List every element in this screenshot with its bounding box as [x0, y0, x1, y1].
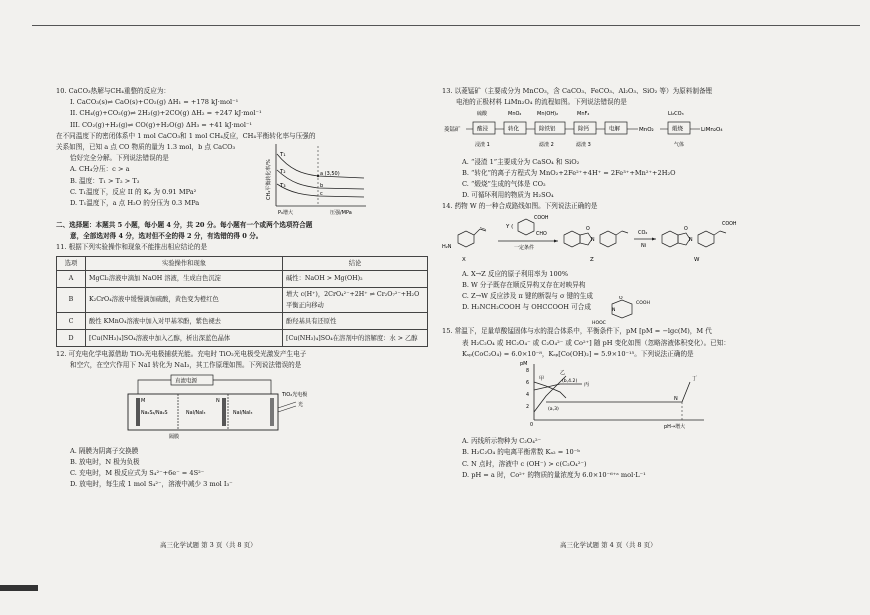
- q13-stem-2: 电池的正极材料 LiMn₂O₄ 的流程如图。下列说法错误的是: [456, 98, 627, 107]
- q15-option-a: A. 丙线所示物种为 C₂O₄²⁻: [462, 437, 542, 446]
- q11-row-conclusion: 碱性：NaOH > Mg(OH)₂: [283, 270, 428, 287]
- q15-label-jia: 甲: [539, 376, 545, 383]
- q10-text-1: 在不同温度下的密闭体系中 1 mol CaCO₃和 1 mol CH₄反应，CH₄平衡转化率与压强的: [56, 131, 316, 140]
- q14-option-a: A. X→Z 反应的原子利用率为 100%: [462, 269, 569, 278]
- q15-label-ding: 丁: [692, 376, 698, 383]
- flow-reagent-label: 硫酸: [477, 111, 488, 118]
- flow-start-label: 菱锰矿: [444, 127, 461, 134]
- q11-row-operation: K₂CrO₄溶液中缓慢滴加硫酸，黄色变为橙红色: [86, 287, 283, 312]
- q14-co2: CO₂: [638, 229, 648, 236]
- q11-row-operation: MgCl₂溶液中滴加 NaOH 溶液，生成白色沉淀: [86, 270, 283, 287]
- q10-point-a-label: a (3,50): [320, 171, 340, 178]
- q10-option-c: C. T₁温度下，反应 II 的 Kₚ 为 0.91 MPa²: [70, 187, 197, 196]
- q10-point-a: [317, 175, 319, 177]
- q15-stem-3: Kₛₚ(CoC₂O₄) = 6.0×10⁻⁸，Kₛₚ[Co(OH)₂] = 5.9×10⁻¹⁵。下列说法正确的是: [462, 349, 694, 358]
- q15-tick: 2: [526, 405, 530, 411]
- flow-step-label: 电解: [609, 126, 621, 133]
- q15-option-d: D. pH = a 时，Co²⁺ 的物质的量浓度为 6.0×10⁻⁶⁺ᵃ mol·L⁻¹: [462, 470, 646, 479]
- flow-waste-label: 气体: [674, 142, 685, 149]
- q14-d-oxygen: O: [619, 296, 623, 302]
- q15-point-b: (b,4.2): [562, 379, 578, 385]
- q15-x-label: pH→增大: [664, 424, 686, 431]
- q10-label-t2: T₂: [280, 169, 286, 176]
- q11-row-conclusion: 增大 c(H⁺)，2CrO₄²⁻+2H⁺ ⇌ Cr₂O₇²⁻+H₂O 平衡正向移动: [283, 287, 428, 312]
- q15-tick: 8: [526, 369, 530, 375]
- q14-y-cho: CHO: [536, 231, 547, 237]
- table-row: [57, 330, 428, 347]
- q15-curve-bing: [534, 384, 582, 390]
- flow-mid-label: MnO₂: [639, 127, 654, 134]
- q10-text-2: 关系如图，已知 a 点 CO 物质的量为 1.3 mol，b 点 CaCO₃: [56, 143, 236, 152]
- flow-reagent-label: Mn(OH)₂: [537, 111, 559, 118]
- q14-d-hooc: HOOC: [592, 321, 606, 327]
- q12-tio2-electrode: [270, 398, 274, 426]
- q14-condition: 一定条件: [514, 244, 535, 251]
- flow-step-label: 转化: [508, 126, 520, 133]
- q12-option-c: C. 充电时，M 极反应式为 S₄²⁻+6e⁻ = 4S²⁻: [70, 469, 205, 478]
- q14-option-d-structure: [592, 296, 672, 326]
- q15-stem-2: 表 H₂C₂O₄ 或 HC₂O₄⁻ 或 C₂O₄²⁻ 或 Co²⁺] 随 pH 变化如图（忽略溶液体积变化）。已知：: [462, 338, 730, 347]
- q12-solution-3: NaI/NaI₃: [233, 410, 253, 416]
- q13-option-b: B. “转化”的离子方程式为 MnO₂+2Fe²⁺+4H⁺ = 2Fe³⁺+Mn²⁺+2H₂O: [462, 168, 676, 177]
- q14-w-nitrogen: N: [689, 237, 693, 243]
- q11-row-operation: [Cu(NH₃)₄]SO₄溶液中加入乙醇，析出深蓝色晶体: [86, 330, 283, 347]
- q14-synthesis-route: [442, 213, 832, 265]
- q12-option-a: A. 隔膜为阴离子交换膜: [70, 446, 139, 455]
- q13-option-d: D. 可循环利用的物质为 H₂SO₄: [462, 191, 554, 200]
- q13-flowchart: [442, 108, 832, 152]
- q10-graph: [264, 140, 370, 222]
- q10-y-axis-label: CH₄平衡转化率/%: [266, 159, 272, 201]
- q10-reaction-1: I. CaCO₃(s)⇌ CaO(s)+CO₂(g) ΔH₁ = +178 kJ·mol⁻¹: [70, 98, 239, 107]
- q14-w-oxygen: O: [684, 226, 688, 232]
- q10-x-axis-unit: 压强/MPa: [330, 210, 352, 217]
- q10-stem: 10. CaCO₃热解与CH₄重整的反应为：: [56, 87, 171, 95]
- q11-table: [56, 256, 428, 348]
- q11-stem: 11. 根据下列实验操作和现象不能推出相应结论的是: [56, 243, 208, 252]
- q14-label-y: Y (: [506, 223, 514, 230]
- q15-label-yi: 乙: [560, 370, 566, 377]
- q14-w-cooh: COOH: [722, 221, 737, 227]
- q12-tio2-label: TiO₂光电极: [282, 391, 308, 398]
- q15-stem-1: 15. 常温下，足量草酸锰固体与水的混合体系中，平衡条件下，pM [pM = −lgc(M)，M 代: [442, 327, 712, 336]
- q11-header-option: 选项: [57, 256, 86, 270]
- q11-row-conclusion: [Cu(NH₃)₄]SO₄在溶剂中的溶解度：水 > 乙醇: [283, 330, 428, 347]
- q10-reaction-2: II. CH₄(g)+CO₂(g)⇌ 2H₂(g)+2CO(g) ΔH₂ = +247 kJ·mol⁻¹: [70, 109, 262, 118]
- q12-solution-1: Na₂S₄/Na₂S: [141, 410, 168, 416]
- q14-stem: 14. 药物 W 的一种合成路线如图。下列说法正确的是: [442, 202, 598, 211]
- q12-solution-2: NaI/NaI₃: [186, 410, 206, 416]
- right-column: [442, 86, 832, 481]
- flow-reagent-label: MnF₂: [577, 111, 590, 118]
- q12-m-label: M: [141, 397, 146, 404]
- q10-point-b-label: b: [320, 183, 324, 190]
- q15-curve-ding: [546, 382, 690, 402]
- footer-left: 高三化学试题 第 3 页（共 8 页）: [160, 541, 257, 549]
- q15-origin: 0: [530, 423, 534, 429]
- q11-row-conclusion: 酚羟基具有还原性: [283, 313, 428, 330]
- q12-electrode-n: [222, 398, 226, 426]
- q11-row-operation: 酸性 KMnO₄溶液中加入对甲基苯酚，紫色褪去: [86, 313, 283, 330]
- q10-x-axis-label: P₀增大: [278, 210, 294, 217]
- flow-reagent-label: MnO₂: [508, 111, 522, 118]
- q12-power-label: 直流电源: [175, 378, 198, 385]
- q14-z-nitrogen: N: [591, 237, 595, 243]
- flow-step-label: 除铁铝: [539, 126, 556, 133]
- q14-option-d: D. H₂NCH₂COOH 与 OHCCOOH 可合成: [462, 303, 591, 312]
- q11-header-operation: 实验操作和现象: [86, 256, 283, 270]
- q10-option-d: D. T₁温度下，a 点 H₂O 的分压为 0.3 MPa: [70, 199, 200, 208]
- q13-option-c: C. “煅烧”生成的气体是 CO₂: [462, 180, 546, 189]
- q14-d-cooh: COOH: [636, 301, 650, 307]
- q12-n-label: N: [216, 397, 220, 404]
- q13-option-a: A. “浸渣 1”主要成分为 CaSO₄ 和 SiO₂: [462, 157, 580, 166]
- q10-body: [56, 142, 430, 220]
- q14-label-x: X: [462, 256, 466, 263]
- q10-point-c-label: c: [320, 191, 323, 198]
- q11-row-key: D: [57, 330, 86, 347]
- q15-y-label: pM: [520, 361, 528, 368]
- q15-point-n: N: [674, 396, 678, 403]
- q14-d-nitrogen: N: [612, 308, 616, 314]
- q14-option-c: C. Z→W 反应涉及 π 键的断裂与 σ 键的生成: [462, 292, 593, 301]
- q15-graph: [442, 360, 832, 432]
- q11-table-header: [57, 256, 428, 270]
- footer-right: 高三化学试题 第 4 页（共 8 页）: [560, 541, 657, 549]
- flow-waste-label: 滤渣 3: [576, 142, 591, 149]
- top-rule: [32, 25, 860, 26]
- q14-y-cooh: COOH: [534, 215, 549, 221]
- q10-reaction-3: III. CO₂(g)+H₂(g)⇌ CO(g)+H₂O(g) ΔH₃ = +41 kJ·mol⁻¹: [70, 120, 253, 129]
- q14-label-w: W: [694, 256, 700, 263]
- flow-waste-label: 浸渣 1: [475, 142, 490, 149]
- q12-option-b: B. 放电时，N 极为负极: [70, 458, 140, 467]
- q12-light-label: 光: [298, 401, 304, 408]
- q14-label-z: Z: [590, 256, 594, 263]
- table-row: [57, 313, 428, 330]
- q10-option-b: B. 温度：T₁ > T₂ > T₃: [70, 176, 140, 185]
- q13-stem-1: 13. 以菱锰矿（主要成分为 MnCO₃，含 CaCO₃、FeCO₃、Al₂O₃、SiO₂ 等）为原料制备锂: [442, 87, 713, 95]
- q11-row-key: A: [57, 270, 86, 287]
- table-row: [57, 270, 428, 287]
- q15-tick: 4: [526, 393, 530, 399]
- q10-option-a: A. CH₄分压：c > a: [70, 165, 130, 174]
- q12-membrane-label: 隔膜: [169, 433, 180, 440]
- q12-cell-diagram: [56, 372, 428, 442]
- q10-text-3: 恰好完全分解。下列说法错误的是: [70, 154, 169, 163]
- flow-step-label: 煅烧: [672, 126, 684, 133]
- q10-label-t1: T₁: [280, 152, 286, 159]
- flow-reagent-label: Li₂CO₃: [668, 111, 684, 118]
- q15-option-c: C. N 点时，溶液中 c (OH⁻) > c(C₂O₄²⁻): [462, 459, 587, 468]
- flow-step-label: 酸浸: [477, 126, 489, 133]
- flow-product-label: LiMn₂O₄: [701, 127, 723, 134]
- q15-option-b: B. H₂C₂O₄ 的电离平衡常数 Kₐ₂ = 10⁻ᵇ: [462, 448, 580, 457]
- q15-point-a: (a,3): [548, 407, 559, 413]
- q12-option-d: D. 放电时，每生成 1 mol S₄²⁻，溶液中减少 3 mol I₃⁻: [70, 480, 233, 489]
- q10-label-t3: T₃: [280, 183, 286, 190]
- q14-x-amine: H₂N: [442, 243, 452, 250]
- q12-stem-1: 12. 可充电化学电源借助 TiO₂光电极捕获光能。充电时 TiO₂光电极受光激发产生电子: [56, 350, 307, 359]
- q11-row-key: B: [57, 287, 86, 312]
- left-column: [56, 86, 430, 491]
- table-row: [57, 287, 428, 312]
- q12-electrode-m: [136, 398, 140, 426]
- q12-stem-2: 和空穴，在空穴作用下 NaI 转化为 NaI₃，其工作原理如图。下列说法错误的是: [70, 361, 302, 370]
- q14-z-oxygen: O: [586, 226, 590, 232]
- flow-waste-label: 滤渣 2: [539, 142, 554, 149]
- section-2-heading-2: 意，全部选对得 4 分，选对但不全的得 2 分，有选错的得 0 分。: [70, 232, 263, 241]
- section-2-heading-1: 二、选择题：本题共 5 小题，每小题 4 分，共 20 分。每小题有一个或两个选项符合题: [56, 221, 313, 230]
- scan-edge-mark: [0, 585, 38, 591]
- q14-option-b: B. W 分子既存在顺反异构又存在对映异构: [462, 281, 586, 290]
- q15-label-bing: 丙: [584, 382, 590, 389]
- q14-ni: Ni: [641, 242, 647, 249]
- q11-header-conclusion: 结论: [283, 256, 428, 270]
- q15-tick: 6: [526, 381, 530, 387]
- flow-step-label: 除钙: [578, 126, 590, 133]
- q11-row-key: C: [57, 313, 86, 330]
